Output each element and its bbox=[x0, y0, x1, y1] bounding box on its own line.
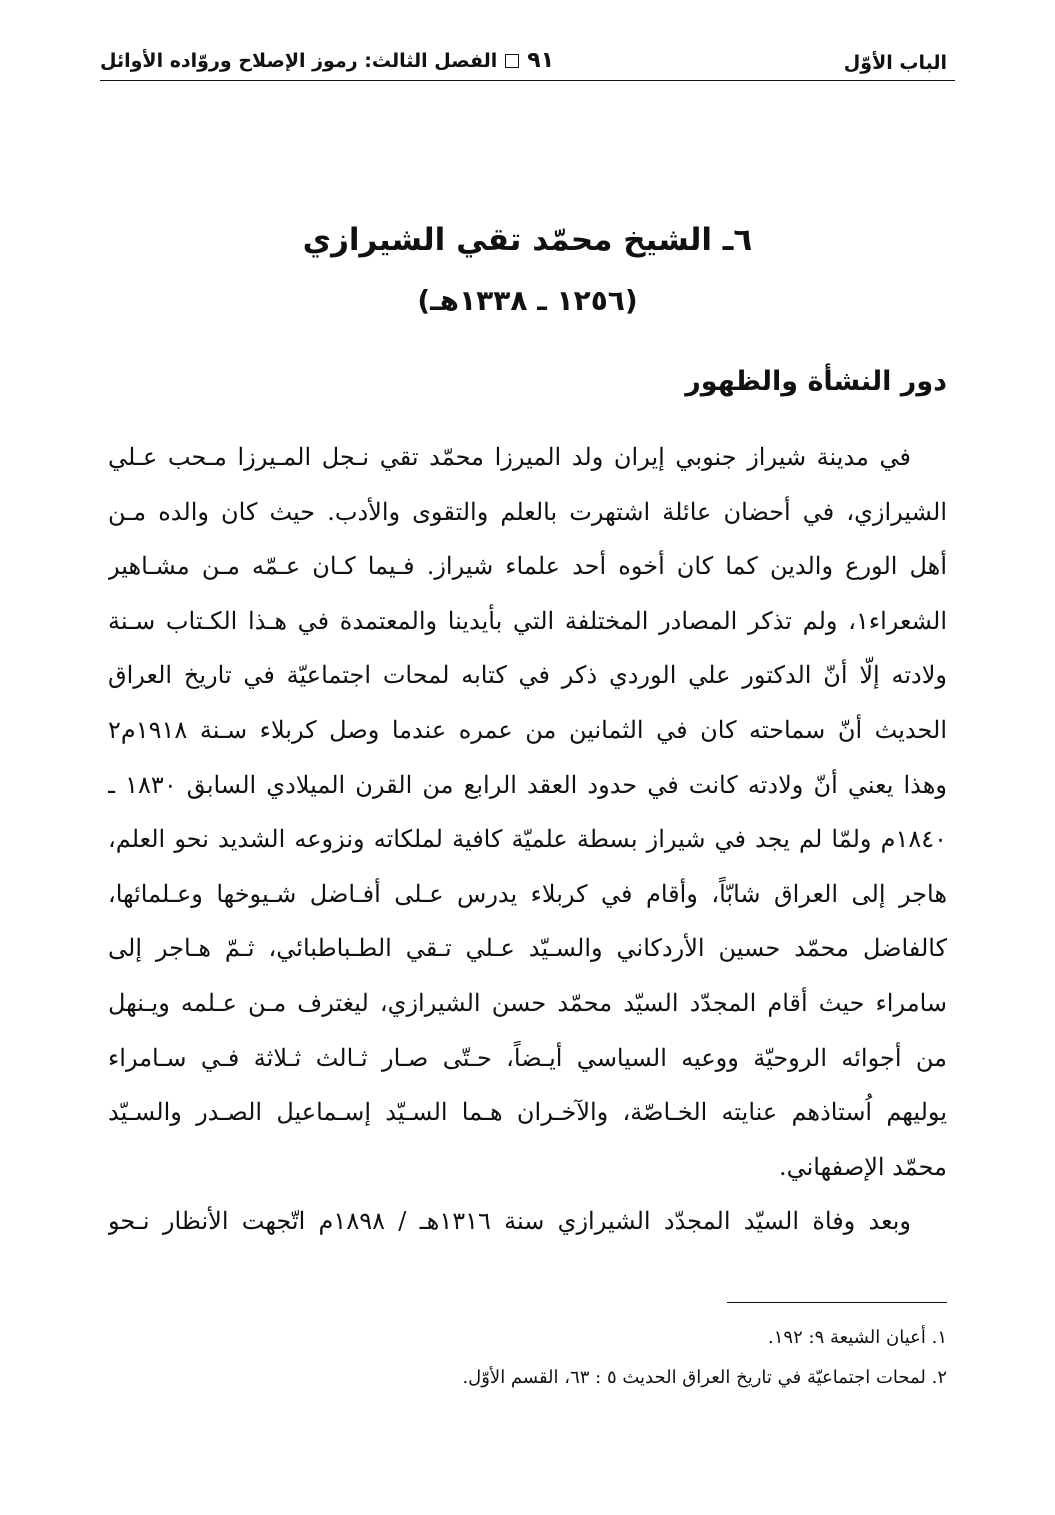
text-line: ولادته إلّا أنّ الدكتور علي الوردي ذكر في كتابه لمحات اجتماعيّة في تاريخ العراق bbox=[108, 661, 947, 690]
square-separator-icon bbox=[505, 54, 519, 68]
section-heading: دور النشأة والظهور bbox=[685, 366, 947, 397]
text-line: سامراء حيث أقام المجدّد السيّد محمّد حسن الشيرازي، ليغترف مـن عـلمه ويـنهل bbox=[108, 988, 947, 1017]
text-line: محمّد الإصفهاني. bbox=[778, 1152, 947, 1181]
text-line: الشعراء١، ولم تذكر المصادر المختلفة التي بأيدينا والمعتمدة في هـذا الكـتاب سـنة bbox=[108, 606, 947, 635]
text-line: ١٨٤٠م ولمّا لم يجد في شيراز بسطة علميّة كافية لملكاته ونزوعه الشديد نحو العلم، bbox=[108, 825, 947, 854]
chapter-and-page bbox=[100, 48, 554, 73]
text-line: في مدينة شيراز جنوبي إيران ولد الميرزا محمّد تقي نـجل المـيرزا مـحب عـلي bbox=[108, 443, 911, 471]
footnote-rule bbox=[727, 1302, 947, 1303]
text-line: وهذا يعني أنّ ولادته كانت في حدود العقد الرابع من القرن الميلادي السابق ١٨٣٠ ـ bbox=[108, 770, 947, 799]
title-dates: (١٢٥٦ ـ ١٣٣٨هـ) bbox=[417, 284, 638, 317]
text-line: يوليهم اُستاذهم عنايته الخـاصّة، والآخـران هـما السـيّد إسـماعيل الصـدر والسـيّد bbox=[108, 1098, 947, 1127]
footnote: ١. أعيان الشيعة ٩: ١٩٢. bbox=[768, 1327, 947, 1348]
header-rule bbox=[100, 80, 955, 81]
footnote: ٢. لمحات اجتماعيّة في تاريخ العراق الحديث ٥ : ٦٣، القسم الأوّل. bbox=[462, 1367, 947, 1388]
text-line: هاجر إلى العراق شابّاً، وأقام في كربلاء يدرس عـلى أفـاضل شـيوخها وعـلمائها، bbox=[108, 879, 947, 908]
page-number: ٩١ bbox=[527, 48, 555, 73]
footnotes bbox=[108, 1318, 947, 1398]
text-line: أهل الورع والدين كما كان أخوه أحد علماء شيراز. فـيما كـان عـمّه مـن مشـاهير bbox=[108, 552, 947, 581]
text-line: من أجوائه الروحيّة ووعيه السياسي أيـضاً، حـتّى صـار ثـالث ثـلاثة فـي سـامراء bbox=[108, 1043, 947, 1072]
part-title: الباب الأوّل bbox=[843, 52, 947, 74]
chapter-title: الفصل الثالث: رموز الإصلاح وروّاده الأوائل bbox=[100, 49, 498, 72]
text-line: الشيرازي، في أحضان عائلة اشتهرت بالعلم والتقوى والأدب. حيث كان والده مـن bbox=[108, 497, 947, 526]
text-line: كالفاضل محمّد حسين الأردكاني والسـيّد عـلي تـقي الطـباطبائي، ثـمّ هـاجر إلى bbox=[108, 934, 947, 963]
page-title: ٦ـ الشيخ محمّد تقي الشيرازي bbox=[302, 222, 753, 258]
body-text bbox=[108, 430, 947, 1249]
text-line: وبعد وفاة السيّد المجدّد الشيرازي سنة ١٣١٦هـ / ١٨٩٨م اتّجهت الأنظار نـحو bbox=[108, 1207, 911, 1236]
text-line: الحديث أنّ سماحته كان في الثمانين من عمره عندما وصل كربلاء سـنة ١٩١٨م٢ bbox=[108, 715, 947, 744]
running-header bbox=[100, 42, 947, 82]
